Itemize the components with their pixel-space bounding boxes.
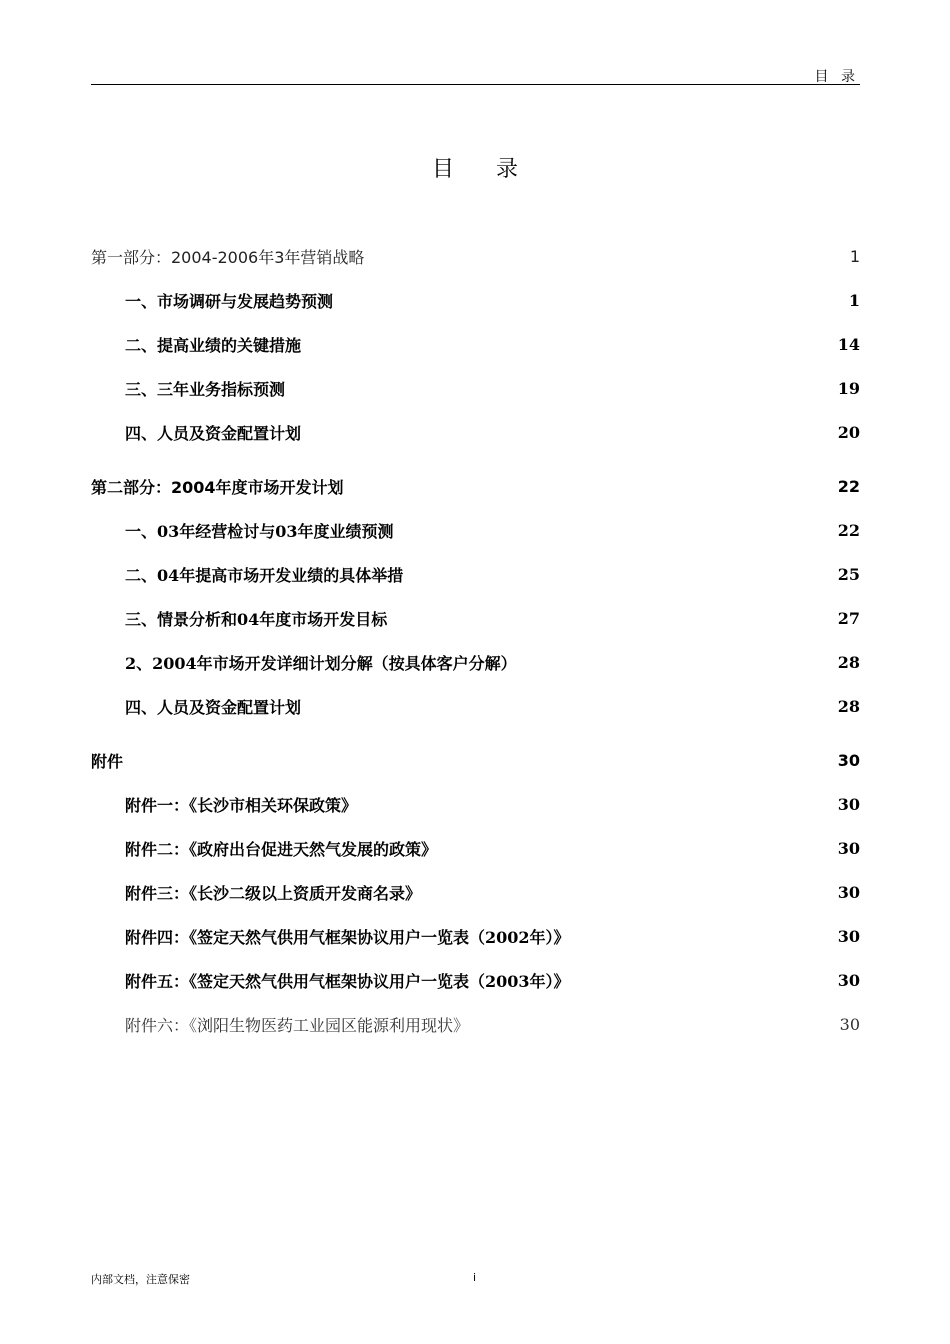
- toc-entry-part2-item-5[interactable]: [125, 694, 860, 718]
- toc-entry-label: 附件四：《签定天然气供用气框架协议用户一览表（2002年）》: [125, 927, 570, 947]
- toc-entry-page: 1: [848, 290, 860, 310]
- toc-entry-label: 附件三：《长沙二级以上资质开发商名录》: [125, 883, 422, 903]
- toc-entry-appendix-item-4[interactable]: [125, 924, 860, 948]
- toc-entry-appendix-item-3[interactable]: [125, 880, 860, 904]
- toc-entry-part1[interactable]: [91, 244, 860, 268]
- toc-entry-part2-item-3[interactable]: [125, 606, 860, 630]
- toc-entry-label: 四、人员及资金配置计划: [125, 423, 302, 443]
- running-header: 目 录: [814, 69, 859, 85]
- header-rule: [91, 84, 860, 85]
- footer-confidential-note: 内部文档，注意保密: [91, 1273, 190, 1286]
- toc-entry-label: 第一部分：2004-2006年3年营销战略: [91, 247, 365, 267]
- toc-entry-label: 附件一：《长沙市相关环保政策》: [125, 795, 358, 815]
- toc-entry-page: 28: [837, 652, 860, 672]
- toc-entry-label: 三、三年业务指标预测: [125, 379, 286, 399]
- toc-entry-label: 附件二：《政府出台促进天然气发展的政策》: [125, 839, 438, 859]
- toc-entry-page: 30: [839, 1014, 860, 1034]
- toc-entry-page: 14: [837, 334, 860, 354]
- toc-entry-page: 28: [837, 696, 860, 716]
- toc-entry-page: 20: [837, 422, 860, 442]
- toc-entry-label: 第二部分：2004年度市场开发计划: [91, 477, 344, 497]
- toc-entry-page: 19: [837, 378, 860, 398]
- toc-entry-page: 22: [837, 520, 860, 540]
- toc-entry-part2-item-2[interactable]: [125, 562, 860, 586]
- toc-entry-label: 附件五：《签定天然气供用气框架协议用户一览表（2003年）》: [125, 971, 570, 991]
- footer-page-number: i: [473, 1271, 477, 1284]
- toc-entry-label: 四、人员及资金配置计划: [125, 697, 302, 717]
- toc-entry-page: 30: [837, 838, 860, 858]
- toc-entry-appendix-item-1[interactable]: [125, 792, 860, 816]
- toc-entry-page: 1: [849, 246, 860, 266]
- toc-entry-part1-item-4[interactable]: [125, 420, 860, 444]
- toc-entry-page: 30: [837, 794, 860, 814]
- toc-entry-label: 二、04年提高市场开发业绩的具体举措: [125, 565, 404, 585]
- toc-entry-part1-item-2[interactable]: [125, 332, 860, 356]
- toc-entry-appendix[interactable]: [91, 748, 860, 772]
- toc-entry-appendix-item-6[interactable]: [125, 1012, 860, 1036]
- toc-entry-page: 25: [837, 564, 860, 584]
- toc-entry-part1-item-3[interactable]: [125, 376, 860, 400]
- page-title: 目录: [431, 157, 560, 182]
- toc-entry-label: 附件六：《浏阳生物医药工业园区能源利用现状》: [125, 1015, 470, 1035]
- toc-entry-page: 30: [837, 750, 860, 770]
- toc-entry-part2-item-4[interactable]: [125, 650, 860, 674]
- toc-entry-label: 2、2004年市场开发详细计划分解（按具体客户分解）: [125, 653, 517, 673]
- toc-entry-page: 22: [837, 476, 860, 496]
- toc-entry-label: 二、提高业绩的关键措施: [125, 335, 302, 355]
- toc-entry-appendix-item-2[interactable]: [125, 836, 860, 860]
- toc-entry-label: 一、03年经营检讨与03年度业绩预测: [125, 521, 394, 541]
- toc-entry-label: 附件: [91, 751, 124, 771]
- toc-entry-part1-item-1[interactable]: [125, 288, 860, 312]
- toc-entry-label: 三、情景分析和04年度市场开发目标: [125, 609, 388, 629]
- toc-entry-part2[interactable]: [91, 474, 860, 498]
- toc-entry-part2-item-1[interactable]: [125, 518, 860, 542]
- toc-entry-page: 27: [837, 608, 860, 628]
- toc-entry-page: 30: [837, 926, 860, 946]
- toc-entry-page: 30: [837, 882, 860, 902]
- toc-entry-page: 30: [837, 970, 860, 990]
- toc-entry-appendix-item-5[interactable]: [125, 968, 860, 992]
- toc-entry-label: 一、市场调研与发展趋势预测: [125, 291, 334, 311]
